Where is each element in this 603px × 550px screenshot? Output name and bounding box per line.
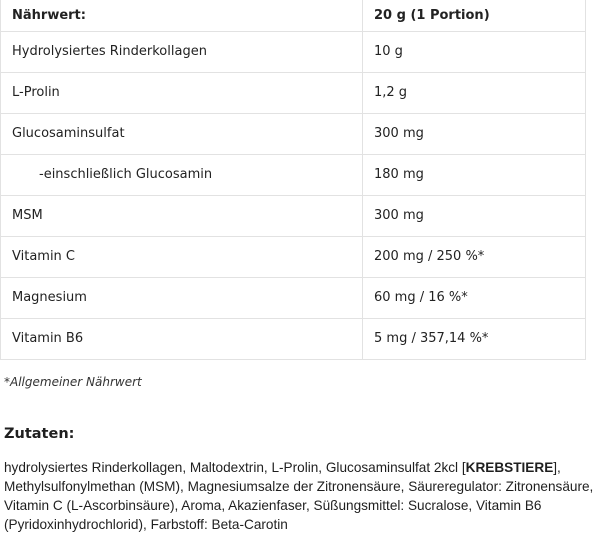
- nutrient-name: Vitamin B6: [1, 318, 363, 359]
- table-row: [1, 31, 586, 72]
- nutrient-value: 200 mg / 250 %*: [363, 236, 586, 277]
- nutrition-header-value: 20 g (1 Portion): [363, 0, 586, 31]
- table-row: [1, 318, 586, 359]
- nutrition-header-label: Nährwert:: [1, 0, 363, 31]
- table-row: [1, 113, 586, 154]
- table-row: [1, 72, 586, 113]
- nutrient-name: Hydrolysiertes Rinderkollagen: [1, 31, 363, 72]
- nutrient-name: Glucosaminsulfat: [1, 113, 363, 154]
- nutrition-header-row: [1, 0, 586, 31]
- nutrient-value: 180 mg: [363, 154, 586, 195]
- ingredients-text: [4, 458, 596, 534]
- table-row: [1, 154, 586, 195]
- nutrient-value: 60 mg / 16 %*: [363, 277, 586, 318]
- allergen-highlight: KREBSTIERE: [465, 460, 554, 475]
- nutrient-value: 1,2 g: [363, 72, 586, 113]
- table-row: [1, 236, 586, 277]
- nutrient-name: MSM: [1, 195, 363, 236]
- nutrient-name: Vitamin C: [1, 236, 363, 277]
- table-row: [1, 195, 586, 236]
- ingredients-text-before: hydrolysiertes Rinderkollagen, Maltodextrin, L-Prolin, Glucosaminsulfat 2kcl [: [4, 460, 466, 475]
- nutrient-name-indented: -einschließlich Glucosamin: [1, 154, 363, 195]
- nutrient-value: 300 mg: [363, 113, 586, 154]
- ingredients-title: Zutaten:: [4, 426, 75, 442]
- nutrient-value: 5 mg / 357,14 %*: [363, 318, 586, 359]
- nutrient-name: L-Prolin: [1, 72, 363, 113]
- nutrient-name: Magnesium: [1, 277, 363, 318]
- nutrition-footnote: *Allgemeiner Nährwert: [4, 375, 142, 389]
- nutrient-value: 300 mg: [363, 195, 586, 236]
- ingredients-text-after: ], Methylsulfonylmethan (MSM), Magnesiumsalze der Zitronensäure, Säureregulator: Zitronensäure, Vitamin C (L-Ascorbinsäure), Aroma, Akazienfaser, Süßungsmittel: Sucralose, Vitamin B6 (Pyridoxinhydrochlorid), Farbstoff: Beta-Carotin: [4, 460, 594, 532]
- table-row: [1, 277, 586, 318]
- nutrient-value: 10 g: [363, 31, 586, 72]
